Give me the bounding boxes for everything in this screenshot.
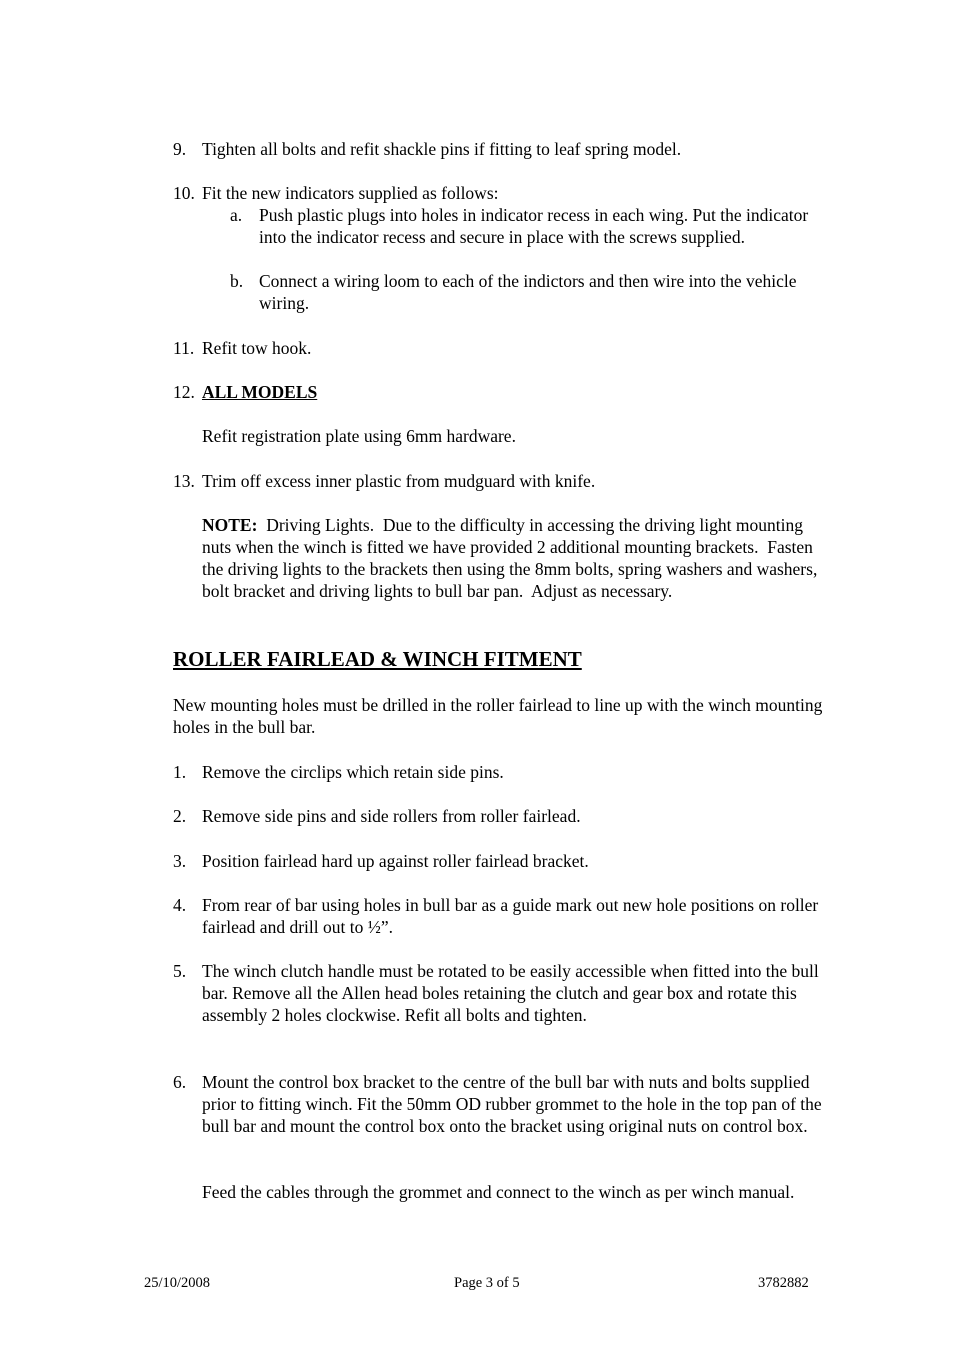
step-text: Position fairlead hard up against roller fairlead bracket. xyxy=(202,851,589,871)
footer-date: 25/10/2008 xyxy=(144,1275,211,1291)
step-text: The winch clutch handle must be rotated to be easily accessible when fitted into the bull bar. Remove all the Allen head boles retaining the clutch and gear box and rotate this assembly 2 holes clockwise. Refit all bolts and tighten. xyxy=(202,961,819,1025)
substep-letter: b. xyxy=(230,271,244,291)
step-text: Remove side pins and side rollers from roller fairlead. xyxy=(202,806,581,826)
substep-letter: a. xyxy=(230,205,243,225)
step-number: 10. xyxy=(173,183,195,203)
step-12 xyxy=(173,381,823,403)
step-number: 11. xyxy=(173,338,195,358)
step-12-body: Refit registration plate using 6mm hardware. xyxy=(202,426,516,446)
step-number: 2. xyxy=(173,806,187,826)
section-intro: New mounting holes must be drilled in the roller fairlead to line up with the winch mounting holes in the bull bar. xyxy=(173,695,823,737)
step-10 xyxy=(173,182,823,204)
substep-b xyxy=(173,270,823,314)
note-text: Driving Lights. Due to the difficulty in accessing the driving light mounting nuts when the winch is fitted we have provided 2 additional mounting brackets. Fasten the driving lights to the brackets then using the 8mm bolts, spring washers and washers, bolt bracket and driving lights to bull bar pan. Adjust as necessary. xyxy=(202,515,822,601)
section-step-3 xyxy=(173,850,823,872)
section-step-5 xyxy=(173,960,823,1026)
substep-a xyxy=(173,204,823,248)
section-step-1 xyxy=(173,761,823,783)
step-text: Mount the control box bracket to the centre of the bull bar with nuts and bolts supplied prior to fitting winch. Fit the 50mm OD rubber grommet to the hole in the top pan of the bull bar and mount the control box onto the bracket using original nuts on control box. xyxy=(202,1072,822,1136)
note-paragraph xyxy=(202,514,822,602)
step-6-extra: Feed the cables through the grommet and connect to the winch as per winch manual. xyxy=(202,1182,795,1202)
step-text: Refit tow hook. xyxy=(202,338,312,358)
all-models-label: ALL MODELS xyxy=(202,382,318,402)
footer-doc-number: 3782882 xyxy=(758,1275,809,1291)
substep-text: Push plastic plugs into holes in indicator recess in each wing. Put the indicator into the indicator recess and secure in place with the screws supplied. xyxy=(259,205,809,247)
step-number: 3. xyxy=(173,851,187,871)
step-number: 13. xyxy=(173,471,195,491)
note-label: NOTE: xyxy=(202,515,258,535)
step-text: From rear of bar using holes in bull bar as a guide mark out new hole positions on roller fairlead and drill out to ½”. xyxy=(202,895,819,937)
step-13 xyxy=(173,470,823,492)
section-step-4 xyxy=(173,894,823,938)
step-11 xyxy=(173,337,823,359)
section-heading: ROLLER FAIRLEAD & WINCH FITMENT xyxy=(173,647,582,671)
step-text: Tighten all bolts and refit shackle pins if fitting to leaf spring model. xyxy=(202,139,682,159)
footer-page-number: Page 3 of 5 xyxy=(454,1275,520,1291)
section-step-6 xyxy=(173,1071,823,1137)
step-text: Remove the circlips which retain side pins. xyxy=(202,762,504,782)
step-number: 9. xyxy=(173,139,187,159)
step-number: 1. xyxy=(173,762,187,782)
step-9 xyxy=(173,138,823,160)
section-step-2 xyxy=(173,805,823,827)
step-number: 12. xyxy=(173,382,195,402)
step-number: 5. xyxy=(173,961,187,981)
step-number: 4. xyxy=(173,895,187,915)
step-number: 6. xyxy=(173,1072,187,1092)
step-text: Trim off excess inner plastic from mudguard with knife. xyxy=(202,471,596,491)
step-text: Fit the new indicators supplied as follows: xyxy=(202,183,499,203)
substep-text: Connect a wiring loom to each of the indictors and then wire into the vehicle wiring. xyxy=(259,271,797,313)
